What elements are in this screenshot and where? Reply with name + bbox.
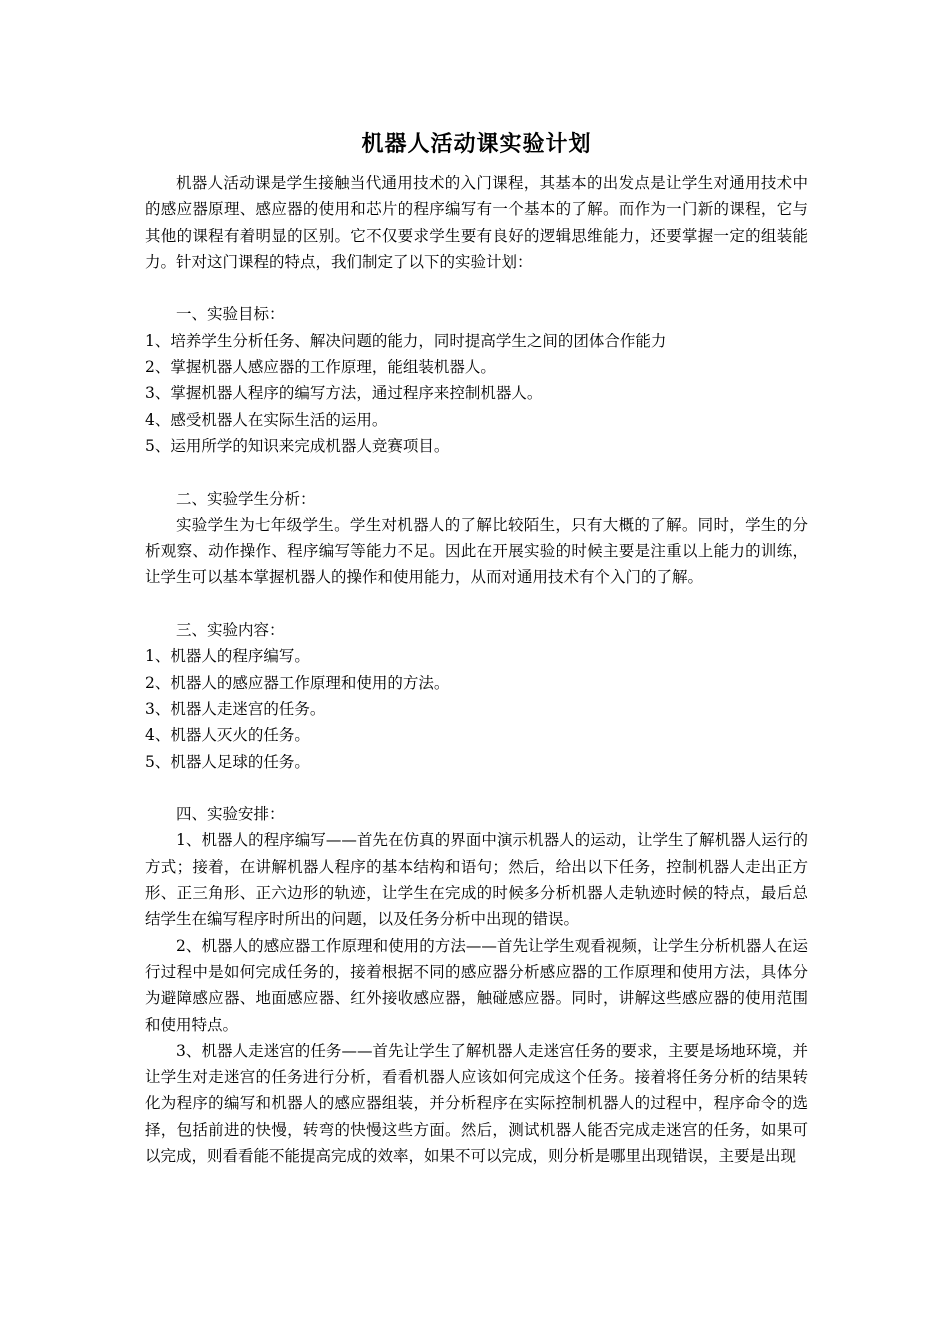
schedule-paragraph: 3、机器人走迷宫的任务——首先让学生了解机器人走迷宫任务的要求，主要是场地环境，并让学生对走迷宫的任务进行分析，看看机器人应该如何完成这个任务。接着将任务分析的结果转化为程序的编写和机器人的感应器组装，并分析程序在实际控制机器人的过程中，程序命令的选择，包括前进的快慢，转弯的快慢这些方面。然后，测试机器人能否完成走迷宫的任务，如果可以完成，则看看能不能提高完成的效率，如果不可以完成，则分析是哪里出现错误，主要是出现 bbox=[145, 1041, 808, 1165]
section-heading: 三、实验内容： bbox=[176, 621, 285, 640]
section-body: 实验学生为七年级学生。学生对机器人的了解比较陌生，只有大概的了解。同时，学生的分析观察、动作操作、程序编写等能力不足。因此在开展实验的时候主要是注重以上能力的训练，让学生可以基本掌握机器人的操作和使用能力，从而对通用技术有个入门的了解。 bbox=[145, 515, 808, 587]
section-students bbox=[145, 486, 808, 591]
spacer bbox=[145, 275, 808, 301]
document-page bbox=[145, 130, 808, 1169]
schedule-paragraph: 1、机器人的程序编写——首先在仿真的界面中演示机器人的运动，让学生了解机器人运行的方式；接着，在讲解机器人程序的基本结构和语句；然后，给出以下任务，控制机器人走出正方形、正三角形、正六边形的轨迹，让学生在完成的时候多分析机器人走轨迹时候的特点，最后总结学生在编写程序时所出的问题，以及任务分析中出现的错误。 bbox=[145, 831, 808, 929]
section-schedule bbox=[145, 801, 808, 1169]
list-item: 4、感受机器人在实际生活的运用。 bbox=[145, 410, 388, 429]
list-item: 3、掌握机器人程序的编写方法，通过程序来控制机器人。 bbox=[145, 384, 543, 403]
section-heading: 四、实验安排： bbox=[176, 805, 285, 824]
list-item: 1、培养学生分析任务、解决问题的能力，同时提高学生之间的团体合作能力 bbox=[145, 331, 667, 350]
intro-paragraph: 机器人活动课是学生接触当代通用技术的入门课程，其基本的出发点是让学生对通用技术中的感应器原理、感应器的使用和芯片的程序编写有一个基本的了解。而作为一门新的课程，它与其他的课程有着明显的区别。它不仅要求学生要有良好的逻辑思维能力，还要掌握一定的组装能力。针对这门课程的特点，我们制定了以下的实验计划： bbox=[145, 174, 808, 271]
list-item: 5、运用所学的知识来完成机器人竞赛项目。 bbox=[145, 436, 450, 455]
section-content bbox=[145, 617, 808, 775]
list-item: 5、机器人足球的任务。 bbox=[145, 752, 310, 771]
section-heading: 二、实验学生分析： bbox=[176, 489, 316, 508]
list-item: 1、机器人的程序编写。 bbox=[145, 647, 310, 666]
list-item: 2、掌握机器人感应器的工作原理，能组装机器人。 bbox=[145, 358, 496, 377]
list-item: 4、机器人灭火的任务。 bbox=[145, 726, 310, 745]
spacer bbox=[145, 459, 808, 485]
list-item: 3、机器人走迷宫的任务。 bbox=[145, 699, 326, 718]
document-title: 机器人活动课实验计划 bbox=[361, 131, 592, 157]
list-item: 2、机器人的感应器工作原理和使用的方法。 bbox=[145, 673, 450, 692]
spacer bbox=[145, 775, 808, 801]
schedule-paragraph: 2、机器人的感应器工作原理和使用的方法——首先让学生观看视频，让学生分析机器人在运行过程中是如何完成任务的，接着根据不同的感应器分析感应器的工作原理和使用方法，具体分为避障感应器、地面感应器、红外接收感应器，触碰感应器。同时，讲解这些感应器的使用范围和使用特点。 bbox=[145, 936, 808, 1034]
section-goals bbox=[145, 301, 808, 459]
spacer bbox=[145, 591, 808, 617]
section-heading: 一、实验目标： bbox=[176, 305, 285, 324]
